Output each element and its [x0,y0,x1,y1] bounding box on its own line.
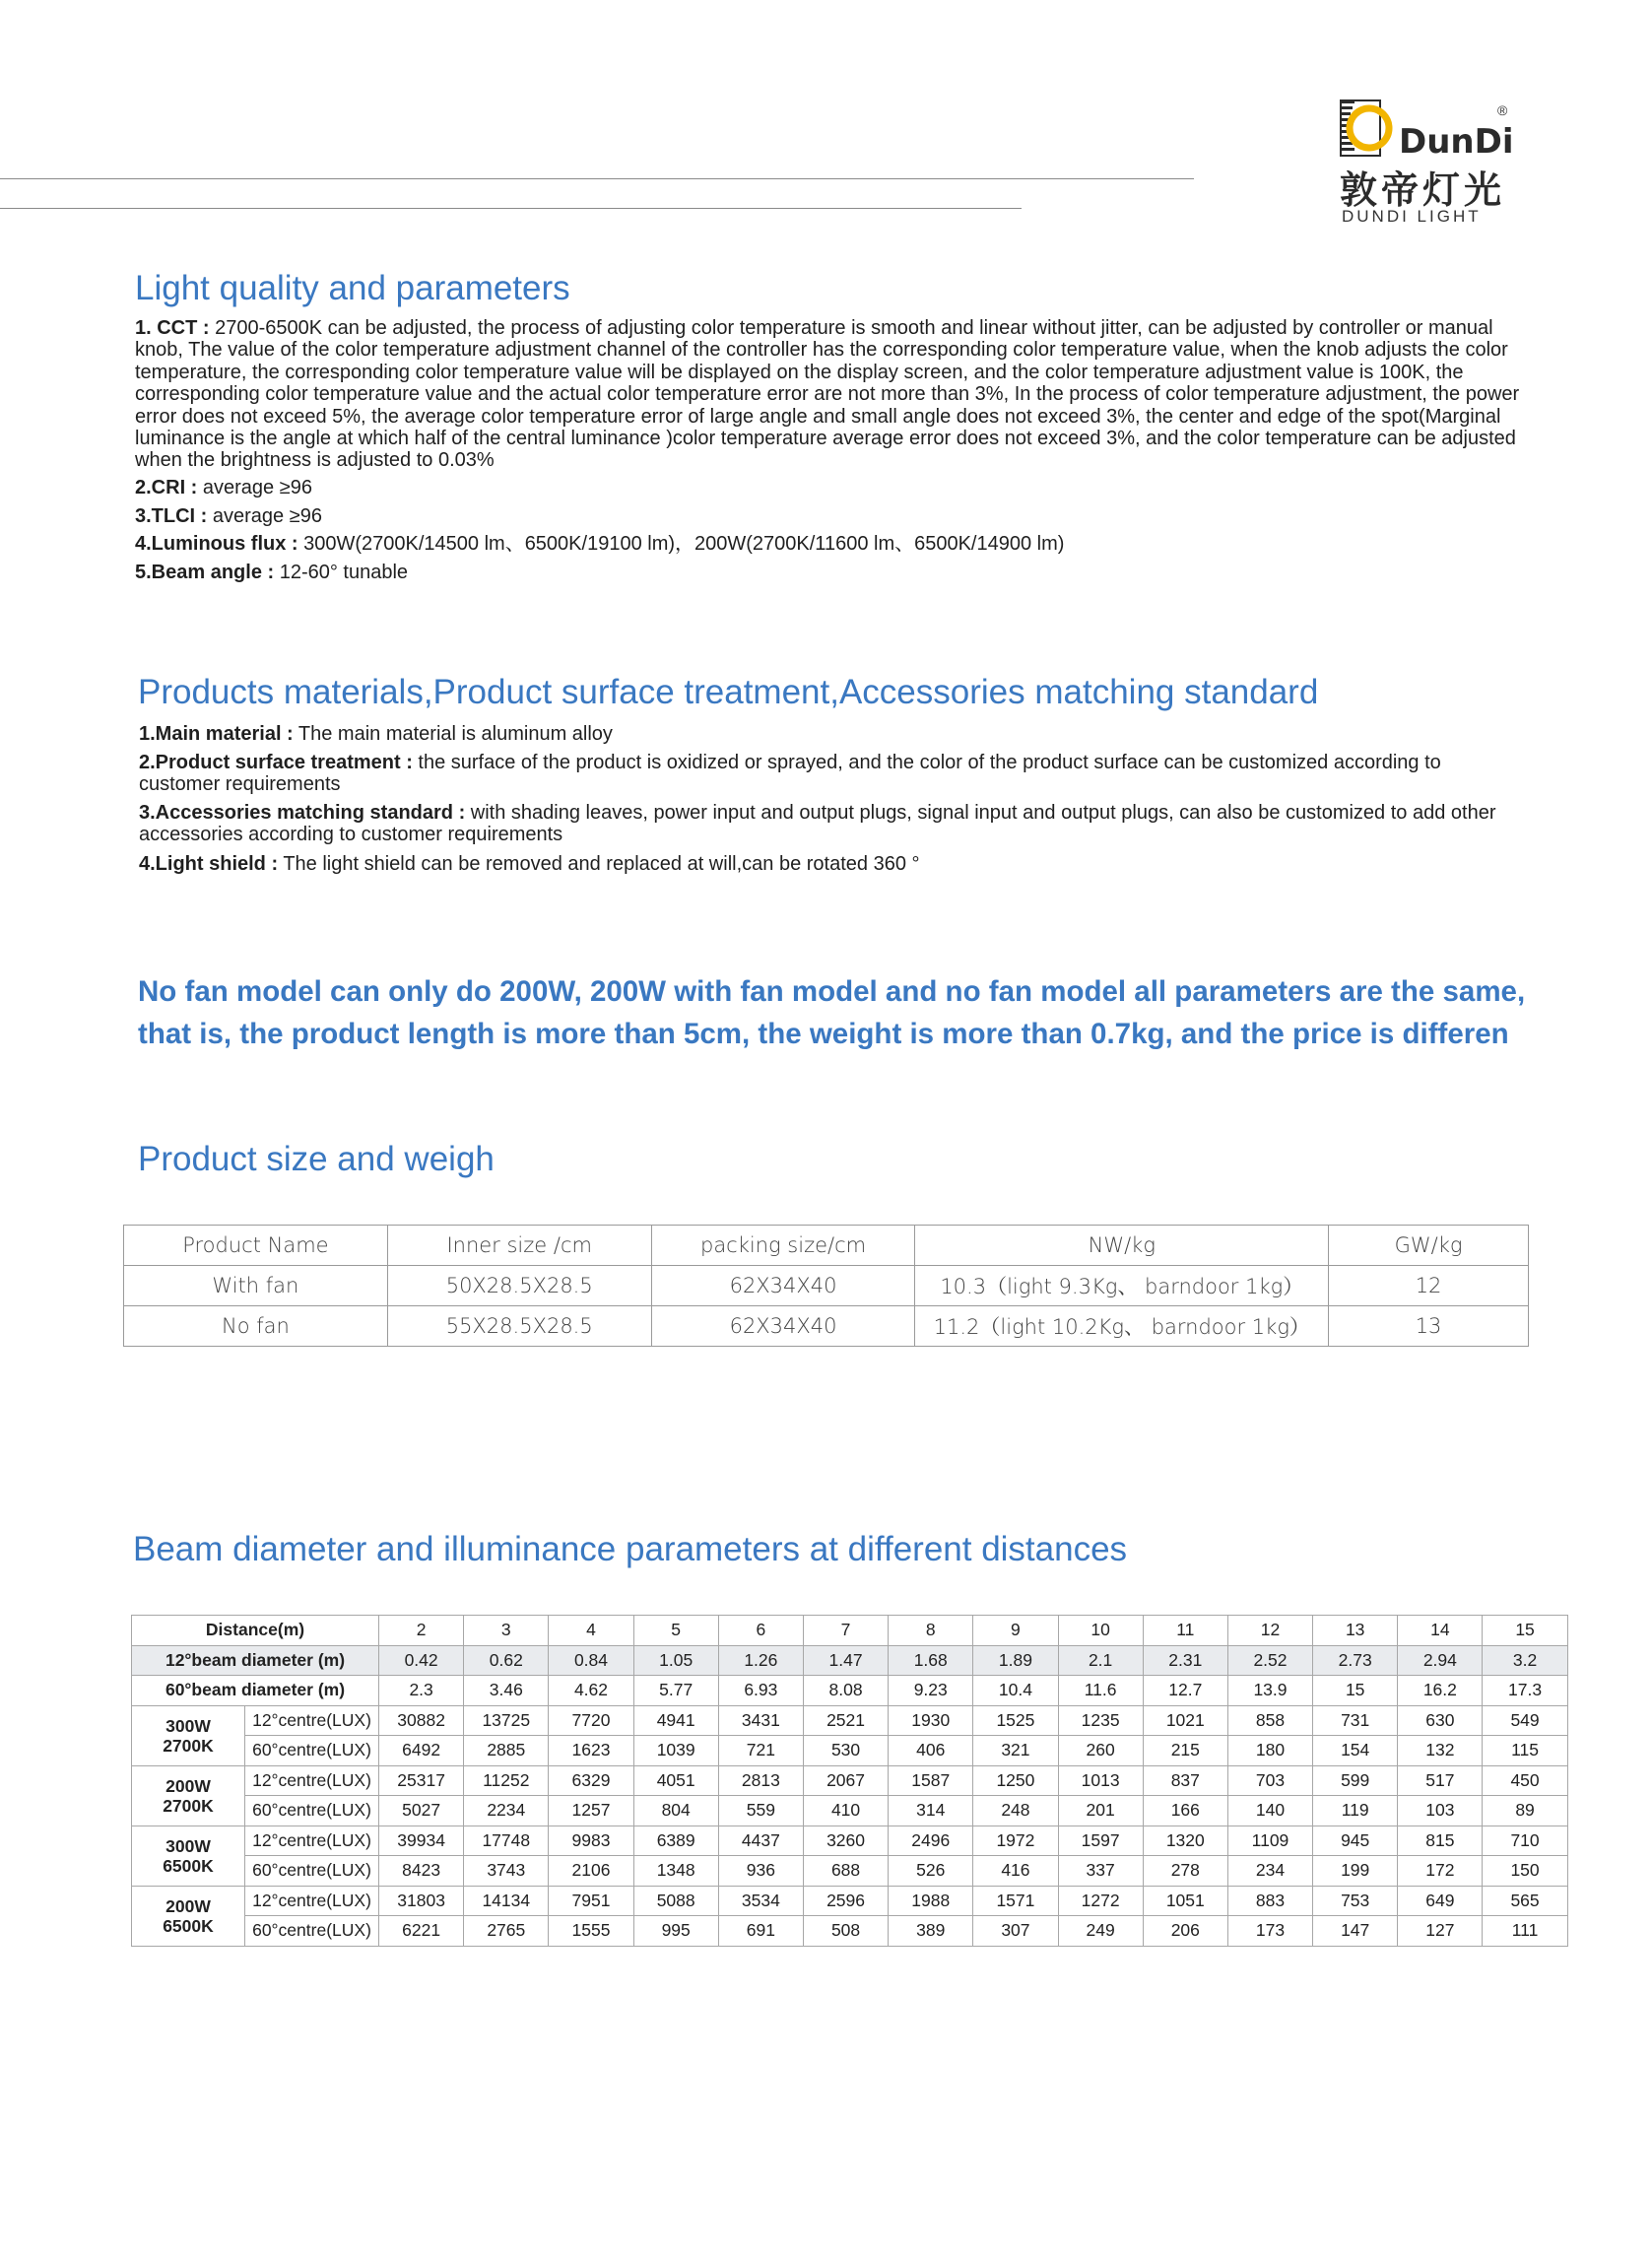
logo-mark-icon [1340,99,1397,158]
cell: 837 [1143,1765,1227,1796]
cell: 62X34X40 [651,1266,915,1306]
logo-registered-mark: ® [1497,102,1508,118]
cell: 630 [1398,1705,1483,1736]
cell: 1525 [973,1705,1058,1736]
cell: 12.7 [1143,1676,1227,1706]
model-cct: 2700K [163,1795,214,1816]
cri-label: 2.CRI : [135,477,198,498]
tlci-label: 3.TLCI : [135,505,208,527]
light-shield-label: 4.Light shield : [139,853,279,875]
cell: 2496 [889,1826,973,1856]
surface-treatment-line [139,752,1518,796]
cct-paragraph [135,317,1534,472]
cell: 17.3 [1483,1676,1567,1706]
centre-label: 12°centre(LUX) [245,1765,379,1796]
beam60-row [132,1676,1568,1706]
cell: 995 [633,1916,718,1947]
header-rule-top [0,178,1194,179]
table-row [132,1765,1568,1796]
cell: 731 [1313,1705,1398,1736]
tlci-text: average ≥96 [207,505,322,527]
cell: 201 [1058,1796,1143,1826]
model-cell [132,1705,245,1765]
cell: 172 [1398,1856,1483,1887]
cct-text: 2700-6500K can be adjusted, the process of adjusting color temperature is smooth and linear without jitter, can be adjusted by controller or manual knob, The value of the color temperature adjustment channel of the controller has the corresponding color temperature value, when the knob adjusts the color temperature, the corresponding color temperature value will be displayed on the display screen, and the color temperature adjustment value is 100K, the corresponding color temperature value and the actual color temperature error are not more than 3%, In the process of color temperature adjustment, the power error does not exceed 5%, the average color temperature error of large angle and small angle does not exceed 3%, the center and edge of the spot(Marginal luminance is the angle at which half of the central luminance )color temperature average error does not exceed 3%, and the color temperature can be adjusted when the brightness is adjusted to 0.03% [135,317,1520,472]
cell: 0.62 [464,1645,549,1676]
cell: 1013 [1058,1765,1143,1796]
accessories-text: with shading leaves, power input and output plugs, signal input and output plugs, can also be customized to add other accessories according to customer requirements [139,802,1496,846]
header-gw: GW/kg [1329,1226,1529,1266]
cell: 1272 [1058,1886,1143,1916]
cell: No fan [124,1306,388,1347]
cell: 10.4 [973,1676,1058,1706]
cri-text: average ≥96 [197,477,312,498]
cell: 166 [1143,1796,1227,1826]
table-header-row [124,1226,1529,1266]
cell: 3.2 [1483,1645,1567,1676]
cell: 883 [1227,1886,1312,1916]
cell: 2521 [803,1705,888,1736]
cell: 50X28.5X28.5 [387,1266,651,1306]
table-row [132,1916,1568,1947]
logo-brand-text: DunDi [1399,122,1514,162]
luminous-flux-label: 4.Luminous flux : [135,533,298,555]
cell: 2.1 [1058,1645,1143,1676]
cell: 0.42 [379,1645,464,1676]
cell: 1257 [549,1796,633,1826]
cell: 559 [718,1796,803,1826]
cell: 1930 [889,1705,973,1736]
cell: 173 [1227,1916,1312,1947]
header-product-name: Product Name [124,1226,388,1266]
cell: 206 [1143,1916,1227,1947]
centre-label: 60°centre(LUX) [245,1856,379,1887]
cell: 688 [803,1856,888,1887]
cell: 5.77 [633,1676,718,1706]
logo-chinese-name: 敦帝灯光 [1340,168,1506,212]
cell: 2813 [718,1765,803,1796]
cell: 530 [803,1736,888,1766]
cell: 154 [1313,1736,1398,1766]
beam-angle-text: 12-60° tunable [274,562,409,583]
accessories-line [139,802,1518,846]
cell: 1021 [1143,1705,1227,1736]
fan-model-notice [138,970,1525,1055]
cell: 3.46 [464,1676,549,1706]
cell: 517 [1398,1765,1483,1796]
cell: 11.6 [1058,1676,1143,1706]
centre-label: 60°centre(LUX) [245,1916,379,1947]
cell: 565 [1483,1886,1567,1916]
table-row [132,1886,1568,1916]
cell: 260 [1058,1736,1143,1766]
cell: 1597 [1058,1826,1143,1856]
cell: 6492 [379,1736,464,1766]
cell: 25317 [379,1765,464,1796]
cri-line [135,477,312,498]
header-rule-bottom [0,208,1022,209]
cell: 6389 [633,1826,718,1856]
light-shield-line [139,853,920,875]
table-row [132,1705,1568,1736]
cell: 1250 [973,1765,1058,1796]
cell: 30882 [379,1705,464,1736]
cell: 3534 [718,1886,803,1916]
cell: 7720 [549,1705,633,1736]
cell: 649 [1398,1886,1483,1916]
cell: 89 [1483,1796,1567,1826]
cell: 307 [973,1916,1058,1947]
cell: 2234 [464,1796,549,1826]
cell: 119 [1313,1796,1398,1826]
cell: 215 [1143,1736,1227,1766]
logo-english-name: DUNDI LIGHT [1342,207,1482,226]
cell: 3260 [803,1826,888,1856]
distance-row [132,1616,1568,1646]
header-inner-size: Inner size /cm [387,1226,651,1266]
cell: 9983 [549,1826,633,1856]
cell: 11.2（light 10.2Kg、 barndoor 1kg） [915,1306,1329,1347]
cell: 321 [973,1736,1058,1766]
cell: 147 [1313,1916,1398,1947]
cell: 1051 [1143,1886,1227,1916]
cell: 2.73 [1313,1645,1398,1676]
cell: 150 [1483,1856,1567,1887]
header-nw: NW/kg [915,1226,1329,1266]
cell: 8.08 [803,1676,888,1706]
cell: 1.47 [803,1645,888,1676]
tlci-line [135,505,322,527]
section-title-beam-diameter: Beam diameter and illuminance parameters at different distances [133,1530,1128,1568]
cell: 526 [889,1856,973,1887]
cell: 1571 [973,1886,1058,1916]
cell: 1972 [973,1826,1058,1856]
cell: 389 [889,1916,973,1947]
cell: 936 [718,1856,803,1887]
cell: 410 [803,1796,888,1826]
cell: 1988 [889,1886,973,1916]
cell: 140 [1227,1796,1312,1826]
model-cct: 6500K [163,1855,214,1876]
cell: 4437 [718,1826,803,1856]
cell: 278 [1143,1856,1227,1887]
cell: 62X34X40 [651,1306,915,1347]
section-title-light-quality: Light quality and parameters [135,269,570,307]
table-row [132,1736,1568,1766]
row-label: 60°beam diameter (m) [132,1676,379,1706]
size-weight-table [123,1225,1529,1347]
table-row [132,1826,1568,1856]
cell: 721 [718,1736,803,1766]
cell: 450 [1483,1765,1567,1796]
cell: 2.3 [379,1676,464,1706]
cell: 6 [718,1616,803,1646]
cell: 337 [1058,1856,1143,1887]
cell: 4 [549,1616,633,1646]
cell: 1.68 [889,1645,973,1676]
cell: 115 [1483,1736,1567,1766]
cell: 5 [633,1616,718,1646]
cell: 4051 [633,1765,718,1796]
row-label: Distance(m) [132,1616,379,1646]
cell: 127 [1398,1916,1483,1947]
cell: 7 [803,1616,888,1646]
cell: 2596 [803,1886,888,1916]
beam12-row [132,1645,1568,1676]
cell: 1.05 [633,1645,718,1676]
centre-label: 12°centre(LUX) [245,1886,379,1916]
cell: 4.62 [549,1676,633,1706]
cell: 1587 [889,1765,973,1796]
cell: 132 [1398,1736,1483,1766]
cell: 12 [1329,1266,1529,1306]
cell: With fan [124,1266,388,1306]
cell: 13725 [464,1705,549,1736]
cell: 15 [1313,1676,1398,1706]
cell: 11 [1143,1616,1227,1646]
cell: 8 [889,1616,973,1646]
cell: 753 [1313,1886,1398,1916]
section-title-size-weight: Product size and weigh [138,1140,495,1178]
cell: 3 [464,1616,549,1646]
cell: 2 [379,1616,464,1646]
model-cell [132,1826,245,1886]
cell: 1235 [1058,1705,1143,1736]
cell: 13.9 [1227,1676,1312,1706]
table-row [124,1266,1529,1306]
cell: 2.52 [1227,1645,1312,1676]
table-row [124,1306,1529,1347]
cell: 314 [889,1796,973,1826]
beam-angle-label: 5.Beam angle : [135,562,275,583]
cell: 180 [1227,1736,1312,1766]
cell: 858 [1227,1705,1312,1736]
cell: 248 [973,1796,1058,1826]
luminous-flux-text: 300W(2700K/14500 lm、6500K/19100 lm)，200W(2700K/11600 lm、6500K/14900 lm) [297,533,1065,555]
cell: 416 [973,1856,1058,1887]
cell: 2.31 [1143,1645,1227,1676]
cell: 1348 [633,1856,718,1887]
cell: 4941 [633,1705,718,1736]
main-material-line [139,723,613,745]
cell: 14 [1398,1616,1483,1646]
table-row [132,1796,1568,1826]
cell: 55X28.5X28.5 [387,1306,651,1347]
light-shield-text: The light shield can be removed and replaced at will,can be rotated 360 ° [278,853,920,875]
model-cell [132,1886,245,1946]
cell: 0.84 [549,1645,633,1676]
cell: 249 [1058,1916,1143,1947]
row-label: 12°beam diameter (m) [132,1645,379,1676]
cell: 11252 [464,1765,549,1796]
cell: 111 [1483,1916,1567,1947]
cell: 7951 [549,1886,633,1916]
cell: 8423 [379,1856,464,1887]
model-power: 300W [165,1835,211,1856]
beam-angle-line [135,562,408,583]
cell: 2067 [803,1765,888,1796]
cell: 945 [1313,1826,1398,1856]
surface-treatment-text: the surface of the product is oxidized or sprayed, and the color of the product surface can be customized according to customer requirements [139,752,1441,796]
surface-treatment-label: 2.Product surface treatment : [139,752,413,773]
cell: 710 [1483,1826,1567,1856]
centre-label: 60°centre(LUX) [245,1796,379,1826]
cell: 39934 [379,1826,464,1856]
centre-label: 12°centre(LUX) [245,1826,379,1856]
cell: 5088 [633,1886,718,1916]
cell: 17748 [464,1826,549,1856]
cell: 815 [1398,1826,1483,1856]
cell: 2.94 [1398,1645,1483,1676]
model-power: 300W [165,1715,211,1736]
cell: 1109 [1227,1826,1312,1856]
cell: 10 [1058,1616,1143,1646]
cell: 9 [973,1616,1058,1646]
cell: 1623 [549,1736,633,1766]
cell: 10.3（light 9.3Kg、 barndoor 1kg） [915,1266,1329,1306]
notice-line-1: No fan model can only do 200W, 200W with fan model and no fan model all parameters are the same, [138,975,1526,1008]
cell: 3431 [718,1705,803,1736]
cell: 5027 [379,1796,464,1826]
header-packing-size: packing size/cm [651,1226,915,1266]
model-power: 200W [165,1775,211,1796]
luminous-flux-line [135,533,1064,555]
notice-line-2: that is, the product length is more than 5cm, the weight is more than 0.7kg, and the price is differen [138,1018,1509,1050]
cell: 1555 [549,1916,633,1947]
cell: 31803 [379,1886,464,1916]
centre-label: 60°centre(LUX) [245,1736,379,1766]
cell: 2885 [464,1736,549,1766]
cell: 12 [1227,1616,1312,1646]
section-title-materials: Products materials,Product surface treatment,Accessories matching standard [138,673,1319,711]
beam-illuminance-table [131,1615,1568,1947]
brand-logo [1340,99,1527,227]
cell: 804 [633,1796,718,1826]
cell: 1320 [1143,1826,1227,1856]
centre-label: 12°centre(LUX) [245,1705,379,1736]
model-power: 200W [165,1895,211,1916]
cell: 1.26 [718,1645,803,1676]
cell: 549 [1483,1705,1567,1736]
cell: 234 [1227,1856,1312,1887]
model-cct: 6500K [163,1915,214,1936]
cell: 14134 [464,1886,549,1916]
main-material-text: The main material is aluminum alloy [293,723,613,745]
accessories-label: 3.Accessories matching standard : [139,802,466,824]
cell: 508 [803,1916,888,1947]
cell: 2106 [549,1856,633,1887]
cell: 691 [718,1916,803,1947]
cell: 1.89 [973,1645,1058,1676]
cell: 103 [1398,1796,1483,1826]
cell: 3743 [464,1856,549,1887]
model-cell [132,1765,245,1826]
cell: 703 [1227,1765,1312,1796]
cell: 199 [1313,1856,1398,1887]
cell: 2765 [464,1916,549,1947]
cell: 13 [1329,1306,1529,1347]
cell: 599 [1313,1765,1398,1796]
model-cct: 2700K [163,1735,214,1756]
cell: 6221 [379,1916,464,1947]
main-material-label: 1.Main material : [139,723,294,745]
cell: 15 [1483,1616,1567,1646]
cell: 13 [1313,1616,1398,1646]
cell: 16.2 [1398,1676,1483,1706]
cell: 406 [889,1736,973,1766]
cell: 6329 [549,1765,633,1796]
cell: 1039 [633,1736,718,1766]
table-row [132,1856,1568,1887]
cct-label: 1. CCT : [135,317,210,339]
cell: 6.93 [718,1676,803,1706]
cell: 9.23 [889,1676,973,1706]
